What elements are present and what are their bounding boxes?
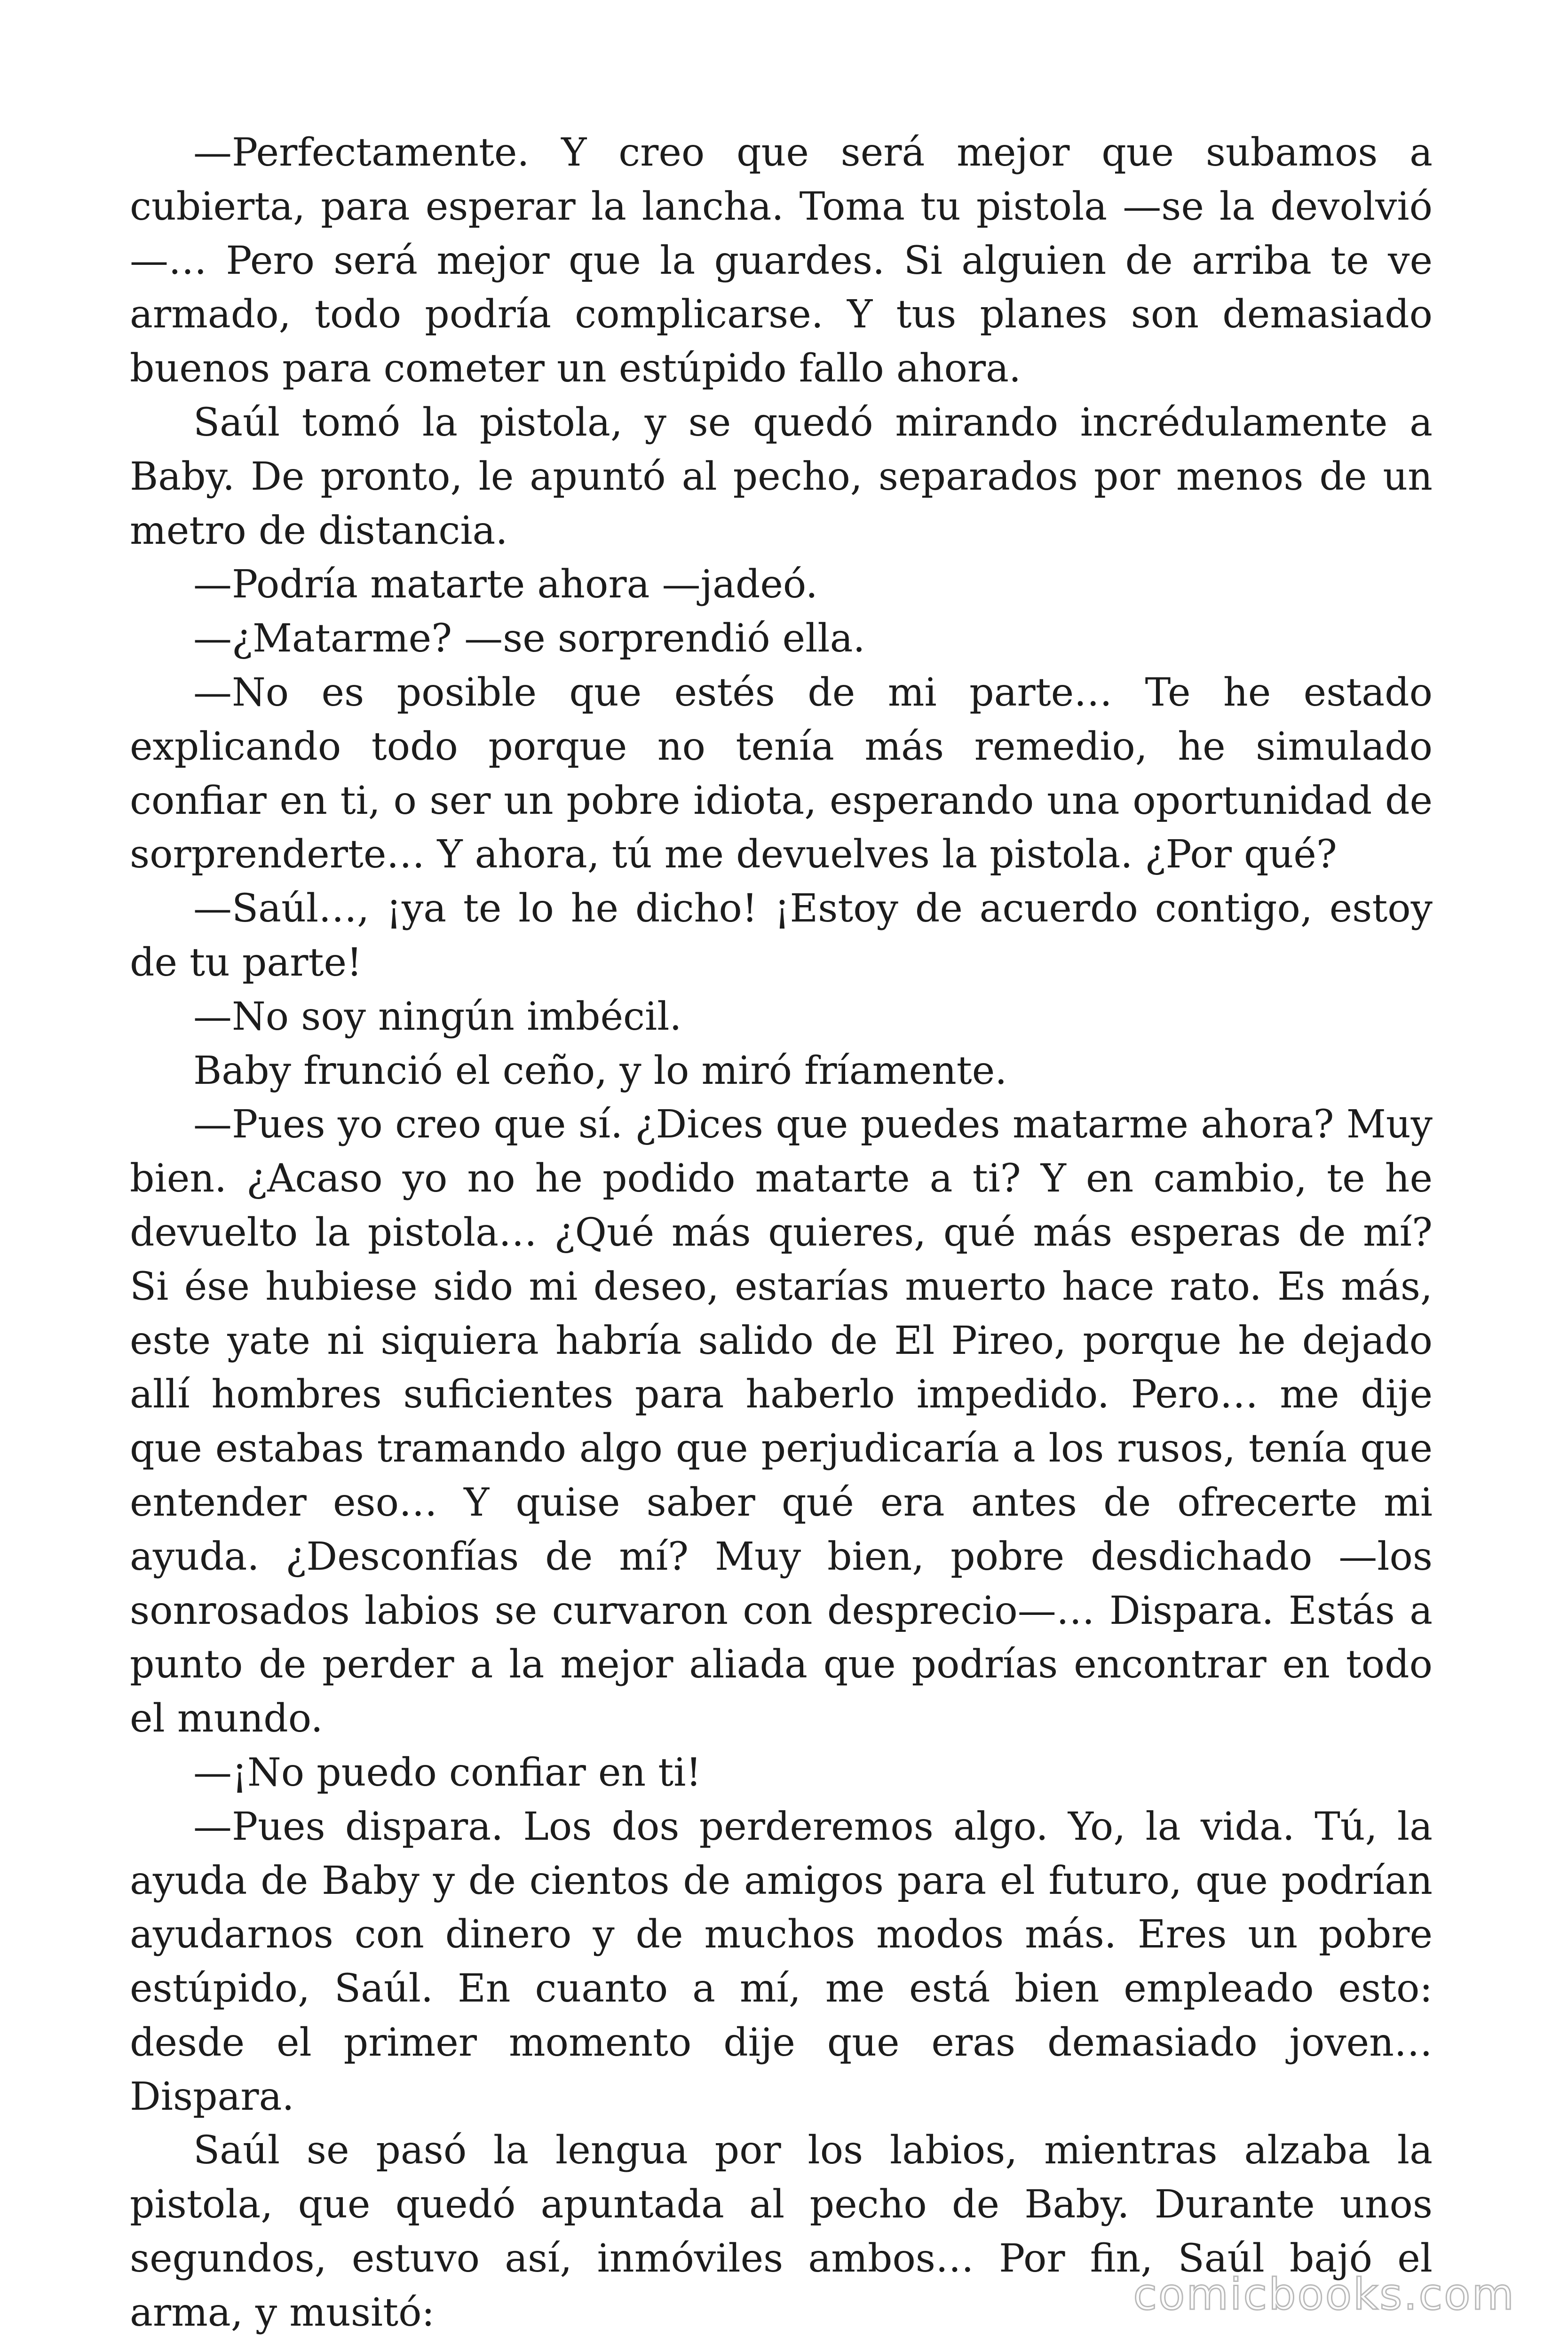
paragraph: Baby frunció el ceño, y lo miró fríamente. xyxy=(193,1048,1007,1093)
paragraph: —Perfectamente. Y creo que será mejor que subamos a cubierta, para esperar la lancha. Toma tu pistola —se la devolvió—… Pero será mejor que la guardes. Si alguien de arriba te ve armado, todo podría complicarse. Y tus planes son demasiado buenos para cometer un estúpido fallo ahora. xyxy=(130,130,1433,391)
paragraph: —Saúl…, ¡ya te lo he dicho! ¡Estoy de acuerdo contigo, estoy de tu parte! xyxy=(130,886,1433,985)
paragraph: —Pues yo creo que sí. ¿Dices que puedes matarme ahora? Muy bien. ¿Acaso yo no he podido matarte a ti? Y en cambio, te he devuelto la pistola… ¿Qué más quieres, qué más esperas de mí? Si ése hubiese sido mi deseo, estarías muerto hace rato. Es más, este yate ni siquiera habría salido de El Pireo, porque he dejado allí hombres suficientes para haberlo impedido. Pero… me dije que estabas tramando algo que perjudicaría a los rusos, tenía que entender eso… Y quise saber qué era antes de ofrecerte mi ayuda. ¿Desconfías de mí? Muy bien, pobre desdichado —los sonrosados labios se curvaron con desprecio—… Dispara. Estás a punto de perder a la mejor aliada que podrías encontrar en todo el mundo. xyxy=(130,1102,1433,1741)
paragraph: —No es posible que estés de mi parte… Te he estado explicando todo porque no tenía más remedio, he simulado confiar en ti, o ser un pobre idiota, esperando una oportunidad de sorprenderte… Y ahora, tú me devuelves la pistola. ¿Por qué? xyxy=(130,670,1433,877)
paragraph: Saúl se pasó la lengua por los labios, mientras alzaba la pistola, que quedó apuntada al pecho de Baby. Durante unos segundos, estuvo así, inmóviles ambos… Por fin, Saúl bajó el arma, y musitó: xyxy=(130,2128,1433,2335)
paragraph: —Pues dispara. Los dos perderemos algo. Yo, la vida. Tú, la ayuda de Baby y de cientos de amigos para el futuro, que podrían ayudarnos con dinero y de muchos modos más. Eres un pobre estúpido, Saúl. En cuanto a mí, me está bien empleado esto: desde el primer momento dije que eras demasiado joven… Dispara. xyxy=(130,1804,1433,2119)
body-text xyxy=(130,126,1433,2340)
paragraph: —¿Matarme? —se sorprendió ella. xyxy=(193,616,865,661)
paragraph: —¡No puedo confiar en ti! xyxy=(193,1750,702,1795)
watermark-text: comicbooks.com xyxy=(1133,2269,1515,2320)
paragraph: —Podría matarte ahora —jadeó. xyxy=(193,562,818,607)
paragraph: Saúl tomó la pistola, y se quedó mirando incrédulamente a Baby. De pronto, le apuntó al pecho, separados por menos de un metro de distancia. xyxy=(130,400,1433,553)
paragraph: —No soy ningún imbécil. xyxy=(193,994,682,1039)
